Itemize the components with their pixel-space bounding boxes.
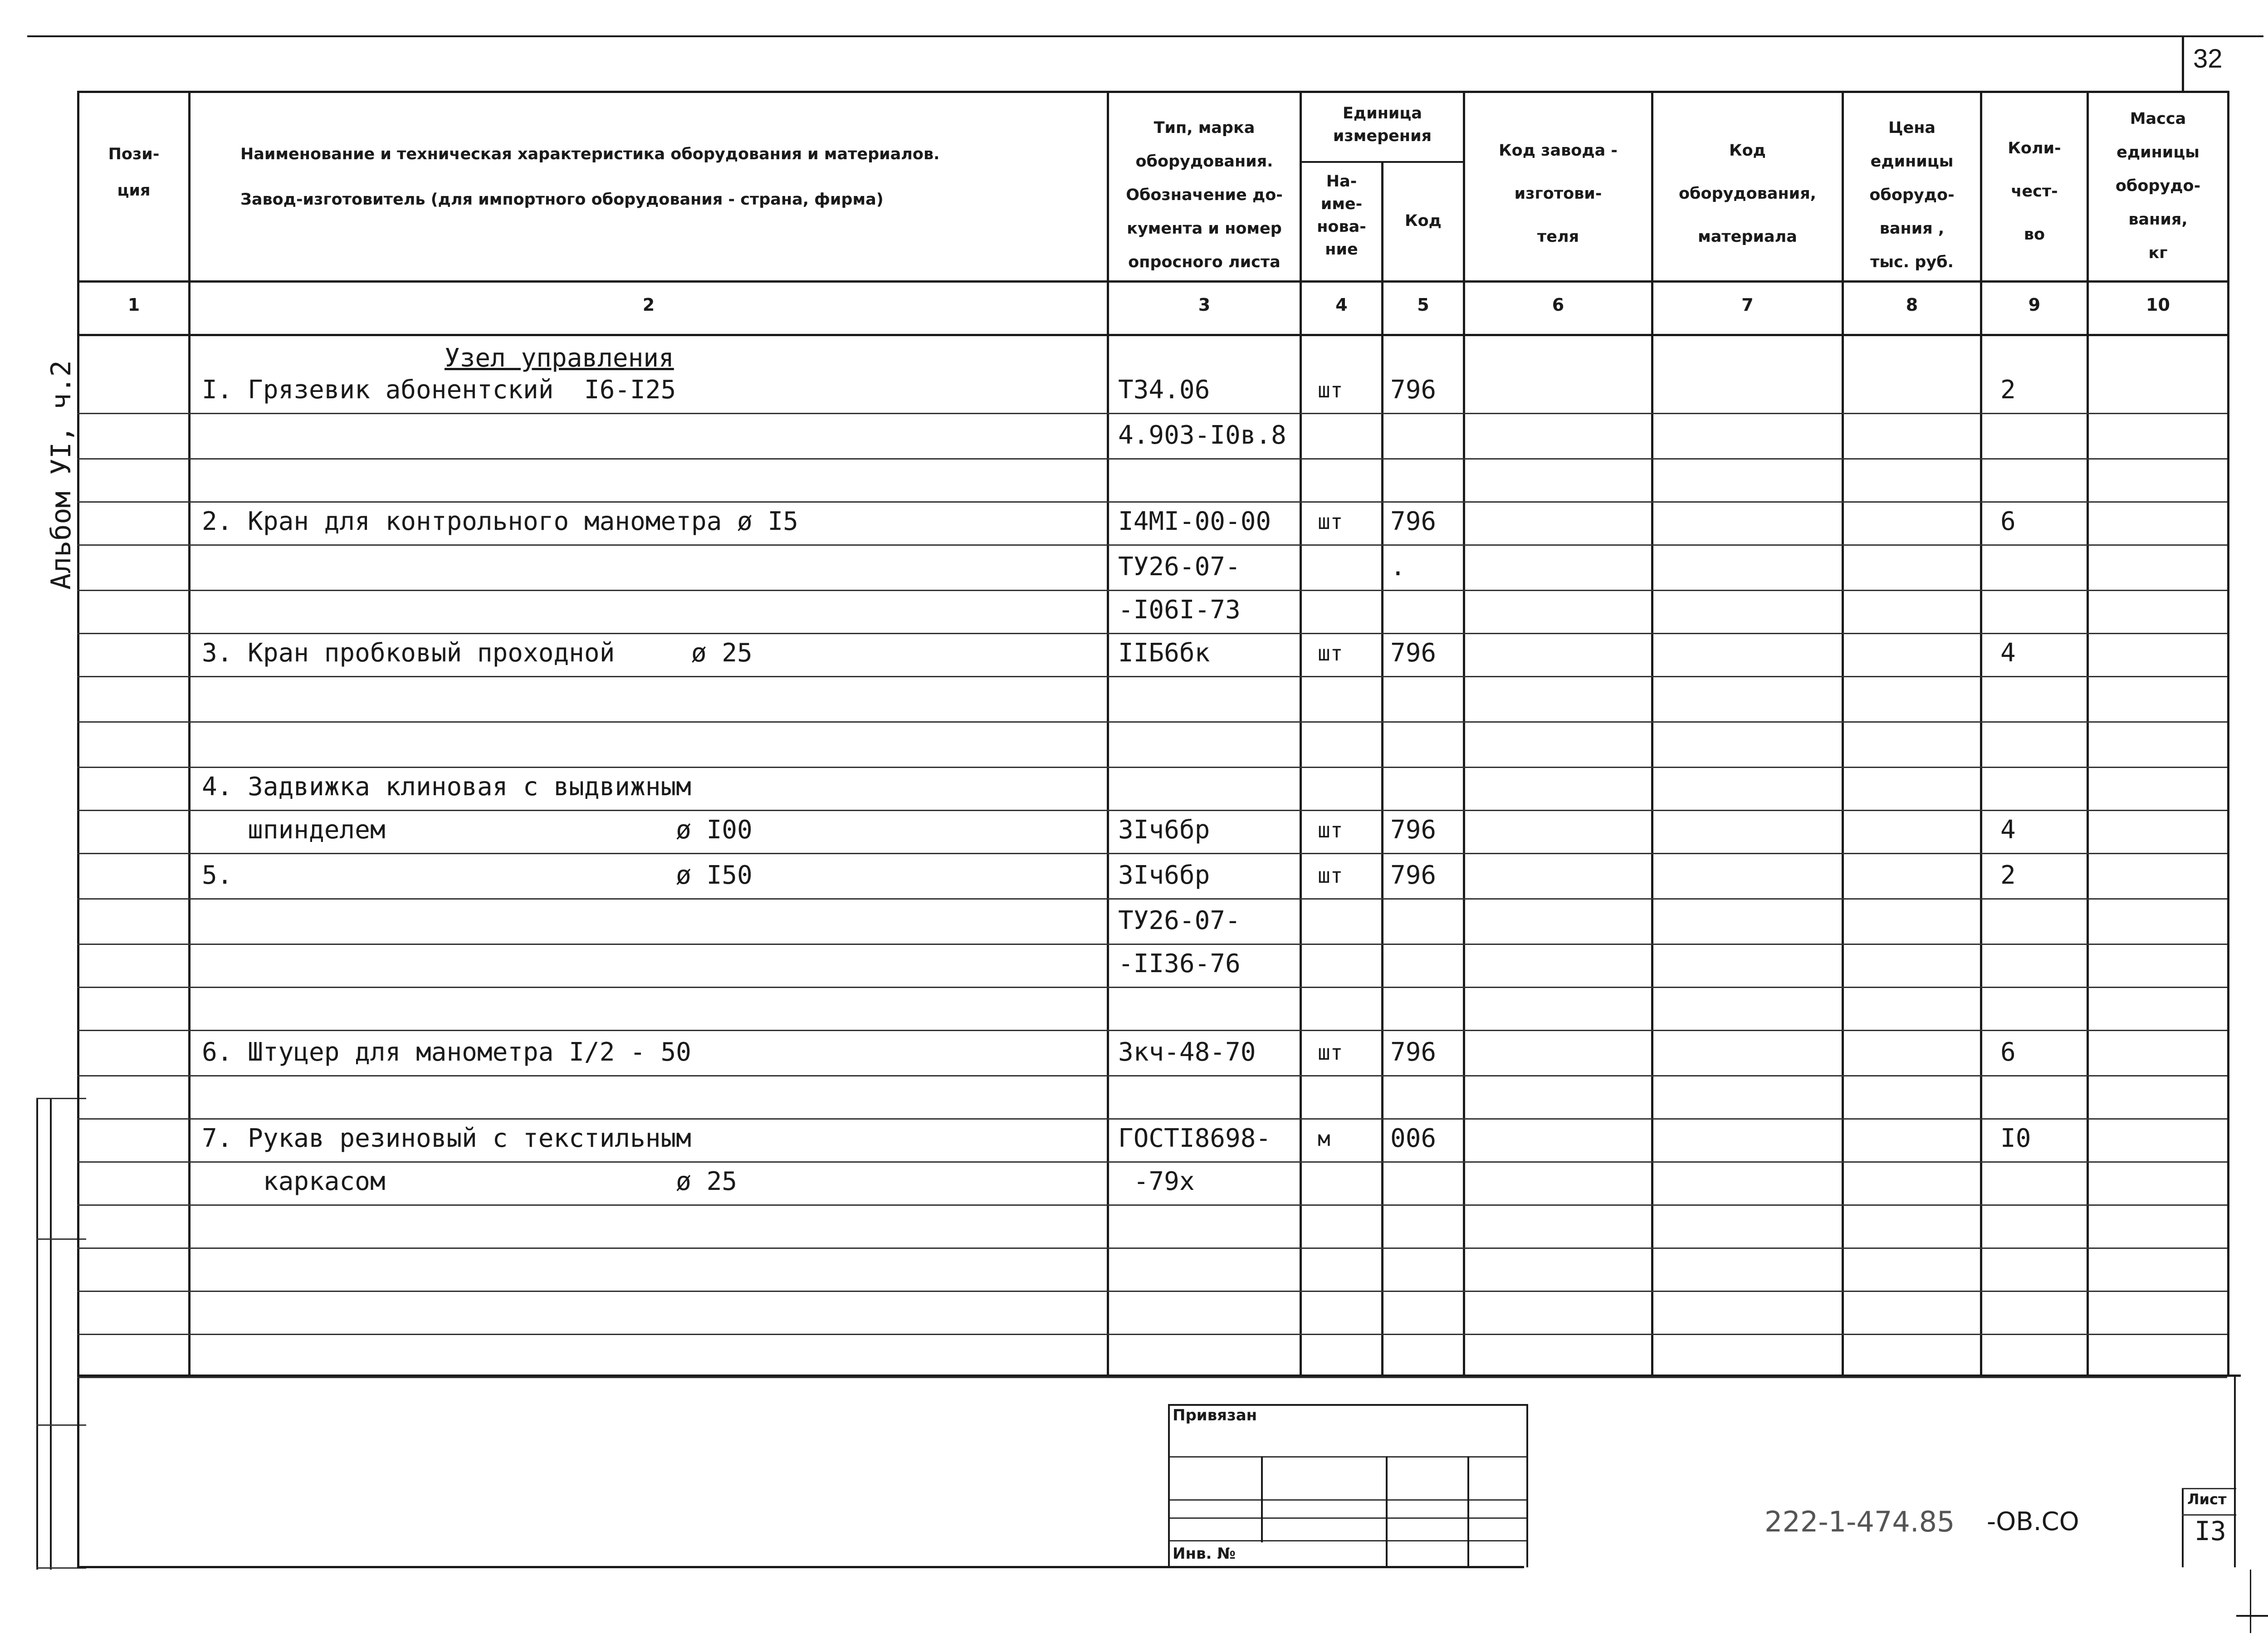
column-number: 10	[2146, 295, 2170, 315]
item-quantity: 6	[2000, 507, 2016, 536]
item-name: I. Грязевик абонентский I6-I25	[202, 375, 676, 405]
header-text: единицы	[1870, 152, 1954, 171]
header-text: опросного листа	[1128, 253, 1281, 271]
header-text: кг	[2148, 244, 2168, 262]
header-text: оборудо-	[2115, 177, 2201, 195]
item-type: -II36-76	[1118, 949, 1241, 978]
header-text: вания ,	[1879, 220, 1945, 238]
item-unit-code: 796	[1390, 638, 1437, 668]
item-quantity: 2	[2000, 861, 2016, 890]
item-type: 3Iч6бр	[1118, 815, 1210, 845]
header-price	[1844, 111, 1980, 279]
item-type: ТУ26-07-	[1118, 552, 1241, 582]
row-divider	[77, 413, 2227, 414]
header-text: ция	[117, 181, 151, 200]
item-unit-code: 796	[1390, 1037, 1437, 1067]
header-type	[1111, 111, 1297, 279]
row-divider	[77, 767, 2227, 768]
item-unit-code: 796	[1390, 507, 1437, 536]
row-divider	[77, 501, 2227, 503]
row-divider	[77, 1204, 2227, 1206]
document-suffix: -ОВ.СО	[1987, 1507, 2079, 1536]
bound-label: Привязан	[1173, 1406, 1257, 1424]
item-name: шпинделем ø I00	[202, 815, 753, 845]
row-divider	[77, 676, 2227, 677]
header-text: нова-	[1317, 218, 1366, 236]
column-number: 5	[1417, 295, 1429, 315]
header-text: тыс. руб.	[1870, 253, 1954, 271]
item-name: 2. Кран для контрольного манометра ø I5	[202, 507, 798, 536]
header-equipment-code	[1653, 129, 1842, 259]
header-factory-code	[1465, 129, 1651, 259]
row-divider	[77, 1377, 2227, 1378]
header-unit-name	[1302, 170, 1381, 261]
header-text: Коли-	[2008, 139, 2061, 157]
document-code: 222-1-474.85	[1765, 1505, 1955, 1538]
header-quantity	[1982, 127, 2087, 256]
row-divider	[77, 1118, 2227, 1120]
item-name: каркасом ø 25	[202, 1167, 738, 1196]
item-name: 6. Штуцер для манометра I/2 - 50	[202, 1037, 691, 1067]
header-text: Единица	[1343, 104, 1422, 122]
header-position	[79, 136, 188, 209]
page-number: 32	[2193, 44, 2223, 73]
item-type: -79х	[1118, 1167, 1195, 1196]
header-text: единицы	[2116, 143, 2200, 161]
column-number: 2	[642, 295, 655, 315]
header-text: теля	[1537, 228, 1579, 246]
item-type: -I06I-73	[1118, 595, 1241, 625]
item-unit-code: 796	[1390, 375, 1437, 405]
row-divider	[77, 944, 2227, 945]
item-type: ТУ26-07-	[1118, 906, 1241, 935]
item-unit-code: 006	[1390, 1124, 1437, 1153]
item-name: 3. Кран пробковый проходной ø 25	[202, 638, 753, 668]
header-text: Тип, марка	[1154, 119, 1255, 137]
item-name: 4. Задвижка клиновая с выдвижным	[202, 772, 691, 802]
item-unit: шт	[1318, 1040, 1343, 1065]
header-text: Пози-	[108, 145, 160, 163]
item-unit: м	[1318, 1126, 1330, 1151]
column-number: 8	[1906, 295, 1918, 315]
row-divider	[77, 1291, 2227, 1292]
header-text: оборудо-	[1869, 186, 1955, 204]
item-unit: шт	[1318, 641, 1343, 665]
row-divider	[77, 810, 2227, 811]
row-divider	[77, 1030, 2227, 1031]
item-type: I4МI-00-00	[1118, 507, 1271, 536]
item-unit: шт	[1318, 509, 1343, 534]
item-unit-code: 796	[1390, 815, 1437, 845]
row-divider	[77, 590, 2227, 591]
item-type: IIБ6бк	[1118, 638, 1210, 668]
album-label: Альбом УI, ч.2	[45, 360, 77, 590]
header-unit	[1302, 102, 1463, 147]
header-mass	[2089, 102, 2227, 270]
item-quantity: 4	[2000, 638, 2016, 668]
item-unit: шт	[1318, 378, 1343, 402]
column-number: 9	[2028, 295, 2041, 315]
header-text: оборудования,	[1679, 185, 1816, 203]
header-text: Цена	[1888, 119, 1936, 137]
item-type: Т34.06	[1118, 375, 1210, 405]
row-divider	[77, 1334, 2227, 1335]
header-text: измерения	[1333, 127, 1432, 145]
header-text: Код завода -	[1499, 142, 1618, 160]
item-unit: шт	[1318, 863, 1343, 888]
column-number: 4	[1335, 295, 1348, 315]
header-text: чест-	[2011, 182, 2058, 201]
row-divider	[77, 1075, 2227, 1076]
item-quantity: I0	[2000, 1124, 2031, 1153]
item-type: ГОСТI8698-	[1118, 1124, 1271, 1153]
section-title: Узел управления	[445, 343, 674, 373]
item-quantity: 2	[2000, 375, 2016, 405]
header-text: вания,	[2128, 210, 2188, 229]
row-divider	[77, 1248, 2227, 1249]
row-divider	[77, 1161, 2227, 1163]
sheet-number: I3	[2195, 1516, 2226, 1546]
header-name	[240, 132, 1102, 222]
item-unit-code: 796	[1390, 861, 1437, 890]
column-number: 6	[1552, 295, 1564, 315]
item-name: 7. Рукав резиновый с текстильным	[202, 1124, 691, 1153]
header-text: материала	[1698, 228, 1797, 246]
column-number: 3	[1198, 295, 1211, 315]
header-text: ние	[1325, 240, 1358, 259]
item-unit: шт	[1318, 818, 1343, 842]
header-text: Наименование и техническая характеристика оборудования и материалов.	[240, 145, 940, 163]
sheet-label: Лист	[2187, 1491, 2227, 1508]
item-type: 4.903-I0в.8	[1118, 421, 1286, 450]
header-unit-code: Код	[1405, 212, 1442, 230]
item-unit-code: .	[1390, 552, 1406, 582]
header-text: во	[2024, 225, 2045, 244]
header-text: Масса	[2130, 110, 2186, 128]
header-text: оборудования.	[1135, 152, 1273, 171]
header-text: Завод-изготовитель (для импортного оборудования - страна, фирма)	[240, 191, 884, 209]
row-divider	[77, 987, 2227, 988]
item-type: 3Iч6бр	[1118, 861, 1210, 890]
row-divider	[77, 898, 2227, 900]
header-text: Код	[1729, 142, 1766, 160]
item-name: 5. ø I50	[202, 861, 753, 890]
inventory-label: Инв. №	[1173, 1545, 1236, 1563]
row-divider	[77, 633, 2227, 634]
row-divider	[77, 853, 2227, 854]
header-text: На-	[1326, 172, 1357, 191]
header-text: кумента и номер	[1127, 220, 1282, 238]
header-text: име-	[1320, 195, 1363, 213]
row-divider	[77, 458, 2227, 460]
header-text: изготови-	[1514, 185, 1602, 203]
column-number: 1	[127, 295, 140, 315]
item-quantity: 6	[2000, 1037, 2016, 1067]
item-type: 3кч-48-70	[1118, 1037, 1256, 1067]
item-quantity: 4	[2000, 815, 2016, 845]
row-divider	[77, 544, 2227, 546]
column-number: 7	[1741, 295, 1754, 315]
header-text: Обозначение до-	[1126, 186, 1283, 204]
row-divider	[77, 721, 2227, 723]
